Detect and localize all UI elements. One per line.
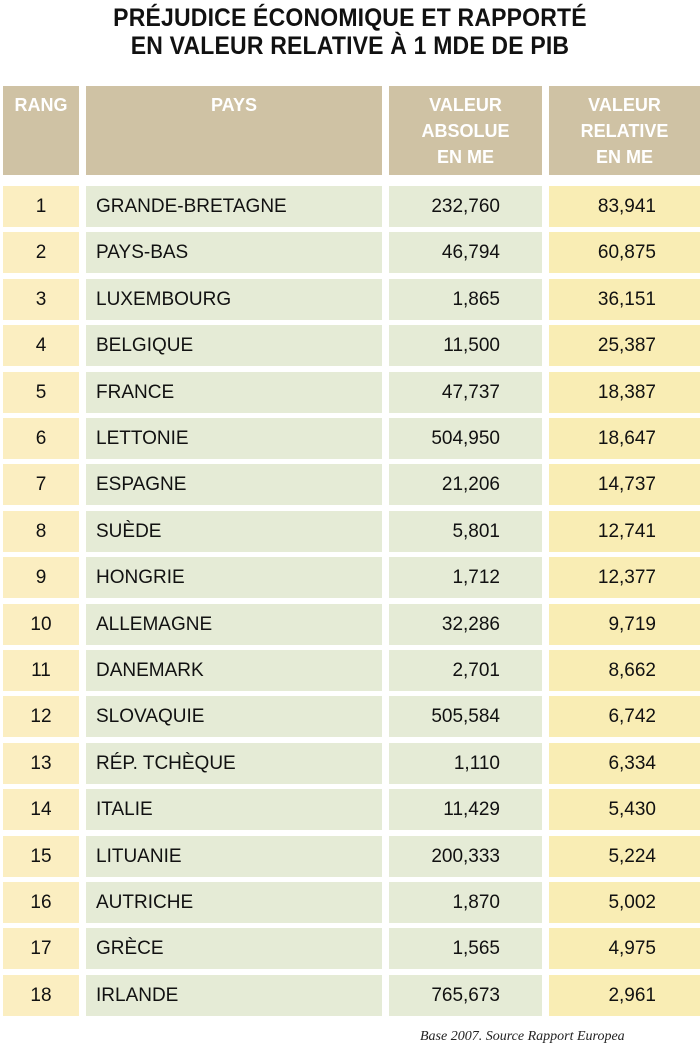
absolute-value-cell: 46,794 xyxy=(389,232,542,273)
country-cell: ALLEMAGNE xyxy=(86,604,382,645)
absolute-value-cell: 505,584 xyxy=(389,696,542,737)
country-cell: AUTRICHE xyxy=(86,882,382,923)
absolute-value-cell: 504,950 xyxy=(389,418,542,459)
absolute-value-cell: 1,870 xyxy=(389,882,542,923)
absolute-value-cell: 2,701 xyxy=(389,650,542,691)
rank-cell: 18 xyxy=(3,975,79,1016)
country-cell: LETTONIE xyxy=(86,418,382,459)
rank-cell: 17 xyxy=(3,928,79,969)
rank-cell: 8 xyxy=(3,511,79,552)
relative-value-cell: 5,002 xyxy=(549,882,700,923)
relative-value-cell: 14,737 xyxy=(549,464,700,505)
country-cell: FRANCE xyxy=(86,372,382,413)
header-absolute-value: VALEUR ABSOLUE EN ME xyxy=(389,86,542,175)
country-cell: IRLANDE xyxy=(86,975,382,1016)
absolute-value-cell: 5,801 xyxy=(389,511,542,552)
country-cell: RÉP. TCHÈQUE xyxy=(86,743,382,784)
absolute-value-cell: 232,760 xyxy=(389,186,542,227)
rank-cell: 14 xyxy=(3,789,79,830)
country-cell: PAYS-BAS xyxy=(86,232,382,273)
relative-value-cell: 6,334 xyxy=(549,743,700,784)
country-cell: SUÈDE xyxy=(86,511,382,552)
country-cell: ITALIE xyxy=(86,789,382,830)
country-cell: LITUANIE xyxy=(86,836,382,877)
relative-value-cell: 36,151 xyxy=(549,279,700,320)
relative-value-cell: 25,387 xyxy=(549,325,700,366)
country-cell: GRANDE-BRETAGNE xyxy=(86,186,382,227)
relative-value-cell: 12,741 xyxy=(549,511,700,552)
relative-value-cell: 83,941 xyxy=(549,186,700,227)
rank-cell: 3 xyxy=(3,279,79,320)
rank-cell: 10 xyxy=(3,604,79,645)
source-note: Base 2007. Source Rapport Europea xyxy=(420,1029,625,1044)
rank-cell: 4 xyxy=(3,325,79,366)
absolute-value-cell: 1,865 xyxy=(389,279,542,320)
relative-value-cell: 18,387 xyxy=(549,372,700,413)
country-cell: ESPAGNE xyxy=(86,464,382,505)
rank-cell: 7 xyxy=(3,464,79,505)
relative-value-cell: 60,875 xyxy=(549,232,700,273)
country-cell: GRÈCE xyxy=(86,928,382,969)
absolute-value-cell: 11,500 xyxy=(389,325,542,366)
country-cell: SLOVAQUIE xyxy=(86,696,382,737)
relative-value-cell: 5,224 xyxy=(549,836,700,877)
header-relative-value: VALEUR RELATIVE EN ME xyxy=(549,86,700,175)
country-cell: HONGRIE xyxy=(86,557,382,598)
title-line-1: PRÉJUDICE ÉCONOMIQUE ET RAPPORTÉ xyxy=(113,4,587,32)
relative-value-cell: 8,662 xyxy=(549,650,700,691)
relative-value-cell: 12,377 xyxy=(549,557,700,598)
rank-cell: 12 xyxy=(3,696,79,737)
rank-cell: 2 xyxy=(3,232,79,273)
relative-value-cell: 5,430 xyxy=(549,789,700,830)
title-line-2: EN VALEUR RELATIVE À 1 MDE DE PIB xyxy=(130,32,570,60)
relative-value-cell: 4,975 xyxy=(549,928,700,969)
absolute-value-cell: 32,286 xyxy=(389,604,542,645)
relative-value-cell: 6,742 xyxy=(549,696,700,737)
rank-cell: 9 xyxy=(3,557,79,598)
absolute-value-cell: 765,673 xyxy=(389,975,542,1016)
relative-value-cell: 9,719 xyxy=(549,604,700,645)
rank-cell: 5 xyxy=(3,372,79,413)
absolute-value-cell: 1,565 xyxy=(389,928,542,969)
relative-value-cell: 18,647 xyxy=(549,418,700,459)
absolute-value-cell: 47,737 xyxy=(389,372,542,413)
country-cell: DANEMARK xyxy=(86,650,382,691)
absolute-value-cell: 21,206 xyxy=(389,464,542,505)
rank-cell: 15 xyxy=(3,836,79,877)
country-cell: BELGIQUE xyxy=(86,325,382,366)
rank-cell: 13 xyxy=(3,743,79,784)
relative-value-cell: 2,961 xyxy=(549,975,700,1016)
absolute-value-cell: 200,333 xyxy=(389,836,542,877)
header-country: PAYS xyxy=(86,86,382,175)
country-cell: LUXEMBOURG xyxy=(86,279,382,320)
absolute-value-cell: 1,712 xyxy=(389,557,542,598)
rank-cell: 16 xyxy=(3,882,79,923)
absolute-value-cell: 1,110 xyxy=(389,743,542,784)
absolute-value-cell: 11,429 xyxy=(389,789,542,830)
header-rank: RANG xyxy=(3,86,79,175)
rank-cell: 6 xyxy=(3,418,79,459)
rank-cell: 1 xyxy=(3,186,79,227)
rank-cell: 11 xyxy=(3,650,79,691)
